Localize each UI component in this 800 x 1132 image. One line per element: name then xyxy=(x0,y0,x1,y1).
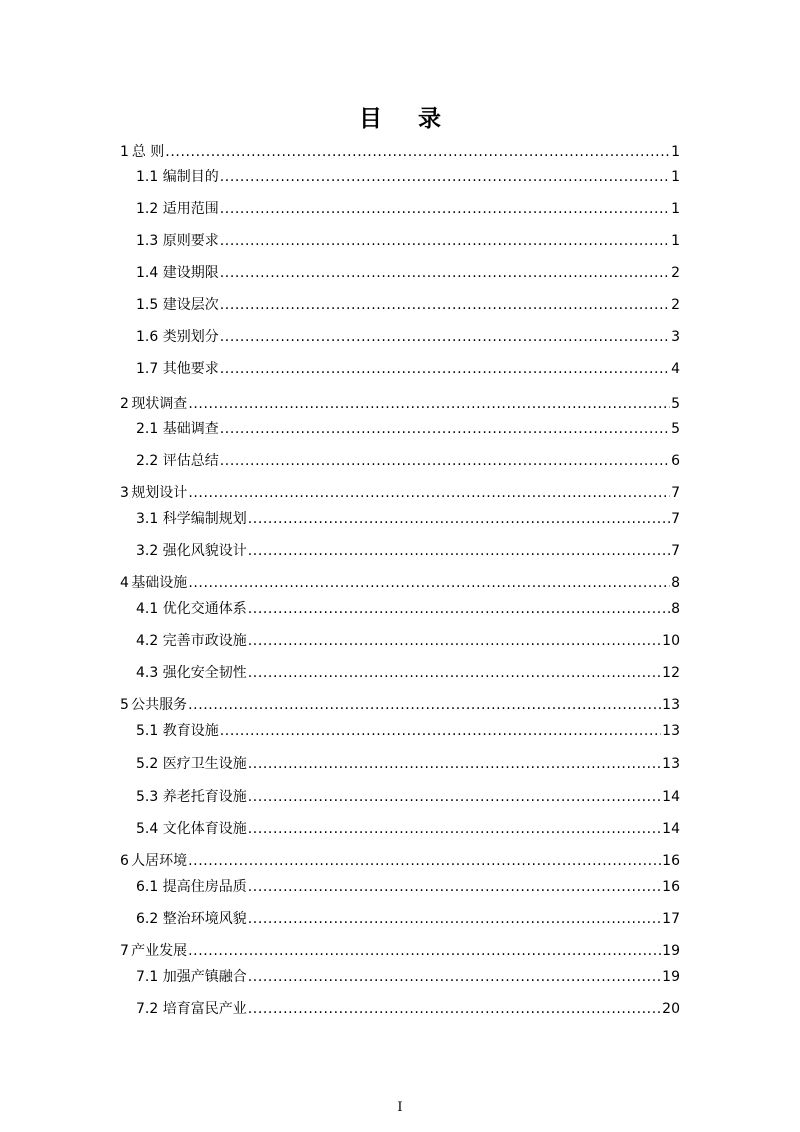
dot-leader xyxy=(248,751,661,777)
page-number: 1 xyxy=(671,144,680,160)
toc-section[interactable] xyxy=(0,324,800,350)
entry-text: 1.7 其他要求 xyxy=(136,361,219,377)
page-number: 1 xyxy=(671,169,680,185)
toc-section[interactable] xyxy=(0,874,800,900)
toc-section[interactable] xyxy=(0,596,800,622)
toc-chapter[interactable] xyxy=(0,391,800,417)
chapter-number: 3 xyxy=(120,485,129,501)
entry-text: 6.2 整治环境风貌 xyxy=(136,911,247,927)
entry-text: 5.1 教育设施 xyxy=(136,723,219,739)
page-number: 17 xyxy=(662,911,680,927)
page-number: 7 xyxy=(671,543,680,559)
toc-section[interactable] xyxy=(0,260,800,286)
dot-leader xyxy=(220,228,670,254)
toc-chapter[interactable] xyxy=(0,692,800,718)
dot-leader xyxy=(248,964,661,990)
entry-text: 1.1 编制目的 xyxy=(136,169,219,185)
entry-text: 1.2 适用范围 xyxy=(136,201,219,217)
dot-leader xyxy=(248,596,670,622)
page-number: 1 xyxy=(671,233,680,249)
entry-text: 产业发展 xyxy=(131,943,188,959)
page-number: 10 xyxy=(662,633,680,649)
entry-text: 现状调查 xyxy=(131,396,188,412)
page-number: 16 xyxy=(662,879,680,895)
entry-text: 4.3 强化安全韧性 xyxy=(136,665,247,681)
toc-section[interactable] xyxy=(0,292,800,318)
chapter-number: 7 xyxy=(120,943,129,959)
dot-leader xyxy=(188,570,670,596)
entry-text: 总 则 xyxy=(131,144,165,160)
entry-text: 公共服务 xyxy=(131,697,188,713)
toc-section[interactable] xyxy=(0,718,800,744)
toc-section[interactable] xyxy=(0,538,800,564)
toc-chapter[interactable] xyxy=(0,848,800,874)
dot-leader xyxy=(248,996,661,1022)
toc-section[interactable] xyxy=(0,628,800,654)
dot-leader xyxy=(188,480,670,506)
dot-leader xyxy=(220,324,670,350)
dot-leader xyxy=(188,938,661,964)
dot-leader xyxy=(248,628,661,654)
toc-section[interactable] xyxy=(0,964,800,990)
entry-text: 1.4 建设期限 xyxy=(136,265,219,281)
entry-text: 3.1 科学编制规划 xyxy=(136,511,247,527)
entry-text: 4.1 优化交通体系 xyxy=(136,601,247,617)
chapter-number: 1 xyxy=(120,144,129,160)
entry-text: 5.3 养老托育设施 xyxy=(136,789,247,805)
dot-leader xyxy=(220,448,670,474)
entry-text: 7.1 加强产镇融合 xyxy=(136,969,247,985)
page-number: 13 xyxy=(662,756,680,772)
page-number: 16 xyxy=(662,853,680,869)
toc-section[interactable] xyxy=(0,416,800,442)
dot-leader xyxy=(188,692,661,718)
dot-leader xyxy=(248,506,670,532)
toc-section[interactable] xyxy=(0,996,800,1022)
toc-chapter[interactable] xyxy=(0,480,800,506)
dot-leader xyxy=(248,874,661,900)
toc-section[interactable] xyxy=(0,816,800,842)
entry-text: 2.2 评估总结 xyxy=(136,453,219,469)
page-number: 7 xyxy=(671,511,680,527)
page-number: 13 xyxy=(662,723,680,739)
chapter-number: 5 xyxy=(120,697,129,713)
page-number: 14 xyxy=(662,789,680,805)
toc-section[interactable] xyxy=(0,356,800,382)
entry-text: 6.1 提高住房品质 xyxy=(136,879,247,895)
toc-section[interactable] xyxy=(0,506,800,532)
chapter-number: 2 xyxy=(120,396,129,412)
dot-leader xyxy=(165,139,670,165)
toc-section[interactable] xyxy=(0,906,800,932)
page-number: 7 xyxy=(671,485,680,501)
page-number: 2 xyxy=(671,297,680,313)
page-number: 6 xyxy=(671,453,680,469)
entry-text: 规划设计 xyxy=(131,485,188,501)
toc-chapter[interactable] xyxy=(0,570,800,596)
toc-section[interactable] xyxy=(0,228,800,254)
toc-section[interactable] xyxy=(0,196,800,222)
dot-leader xyxy=(248,784,661,810)
dot-leader xyxy=(188,391,670,417)
page-number: 2 xyxy=(671,265,680,281)
page-number: 13 xyxy=(662,697,680,713)
dot-leader xyxy=(248,660,661,686)
page-number: 4 xyxy=(671,361,680,377)
page-number: 8 xyxy=(671,575,680,591)
page-number: 5 xyxy=(671,396,680,412)
entry-text: 1.5 建设层次 xyxy=(136,297,219,313)
toc-section[interactable] xyxy=(0,448,800,474)
toc-chapter[interactable] xyxy=(0,938,800,964)
page-number: 3 xyxy=(671,329,680,345)
entry-text: 5.4 文化体育设施 xyxy=(136,821,247,837)
chapter-number: 4 xyxy=(120,575,129,591)
page-number: 5 xyxy=(671,421,680,437)
page-number: 20 xyxy=(662,1001,680,1017)
entry-text: 5.2 医疗卫生设施 xyxy=(136,756,247,772)
page-number: 19 xyxy=(662,969,680,985)
toc-title: 目 录 xyxy=(358,106,455,132)
entry-text: 人居环境 xyxy=(131,853,188,869)
dot-leader xyxy=(220,416,670,442)
dot-leader xyxy=(188,848,661,874)
page-number: 14 xyxy=(662,821,680,837)
dot-leader xyxy=(220,718,661,744)
entry-text: 7.2 培育富民产业 xyxy=(136,1001,247,1017)
toc-section[interactable] xyxy=(0,660,800,686)
entry-text: 1.6 类别划分 xyxy=(136,329,219,345)
dot-leader xyxy=(220,260,670,286)
entry-text: 1.3 原则要求 xyxy=(136,233,219,249)
toc-section[interactable] xyxy=(0,784,800,810)
entry-text: 2.1 基础调查 xyxy=(136,421,219,437)
page-footer-number: I xyxy=(397,1100,403,1115)
dot-leader xyxy=(220,356,670,382)
entry-text: 3.2 强化风貌设计 xyxy=(136,543,247,559)
toc-section[interactable] xyxy=(0,164,800,190)
chapter-number: 6 xyxy=(120,853,129,869)
dot-leader xyxy=(248,816,661,842)
page-number: 8 xyxy=(671,601,680,617)
page-number: 1 xyxy=(671,201,680,217)
toc-section[interactable] xyxy=(0,751,800,777)
page-number: 19 xyxy=(662,943,680,959)
dot-leader xyxy=(248,906,661,932)
toc-chapter[interactable] xyxy=(0,139,800,165)
page-number: 12 xyxy=(662,665,680,681)
entry-text: 4.2 完善市政设施 xyxy=(136,633,247,649)
dot-leader xyxy=(220,196,670,222)
entry-text: 基础设施 xyxy=(131,575,188,591)
dot-leader xyxy=(248,538,670,564)
dot-leader xyxy=(220,292,670,318)
dot-leader xyxy=(220,164,670,190)
